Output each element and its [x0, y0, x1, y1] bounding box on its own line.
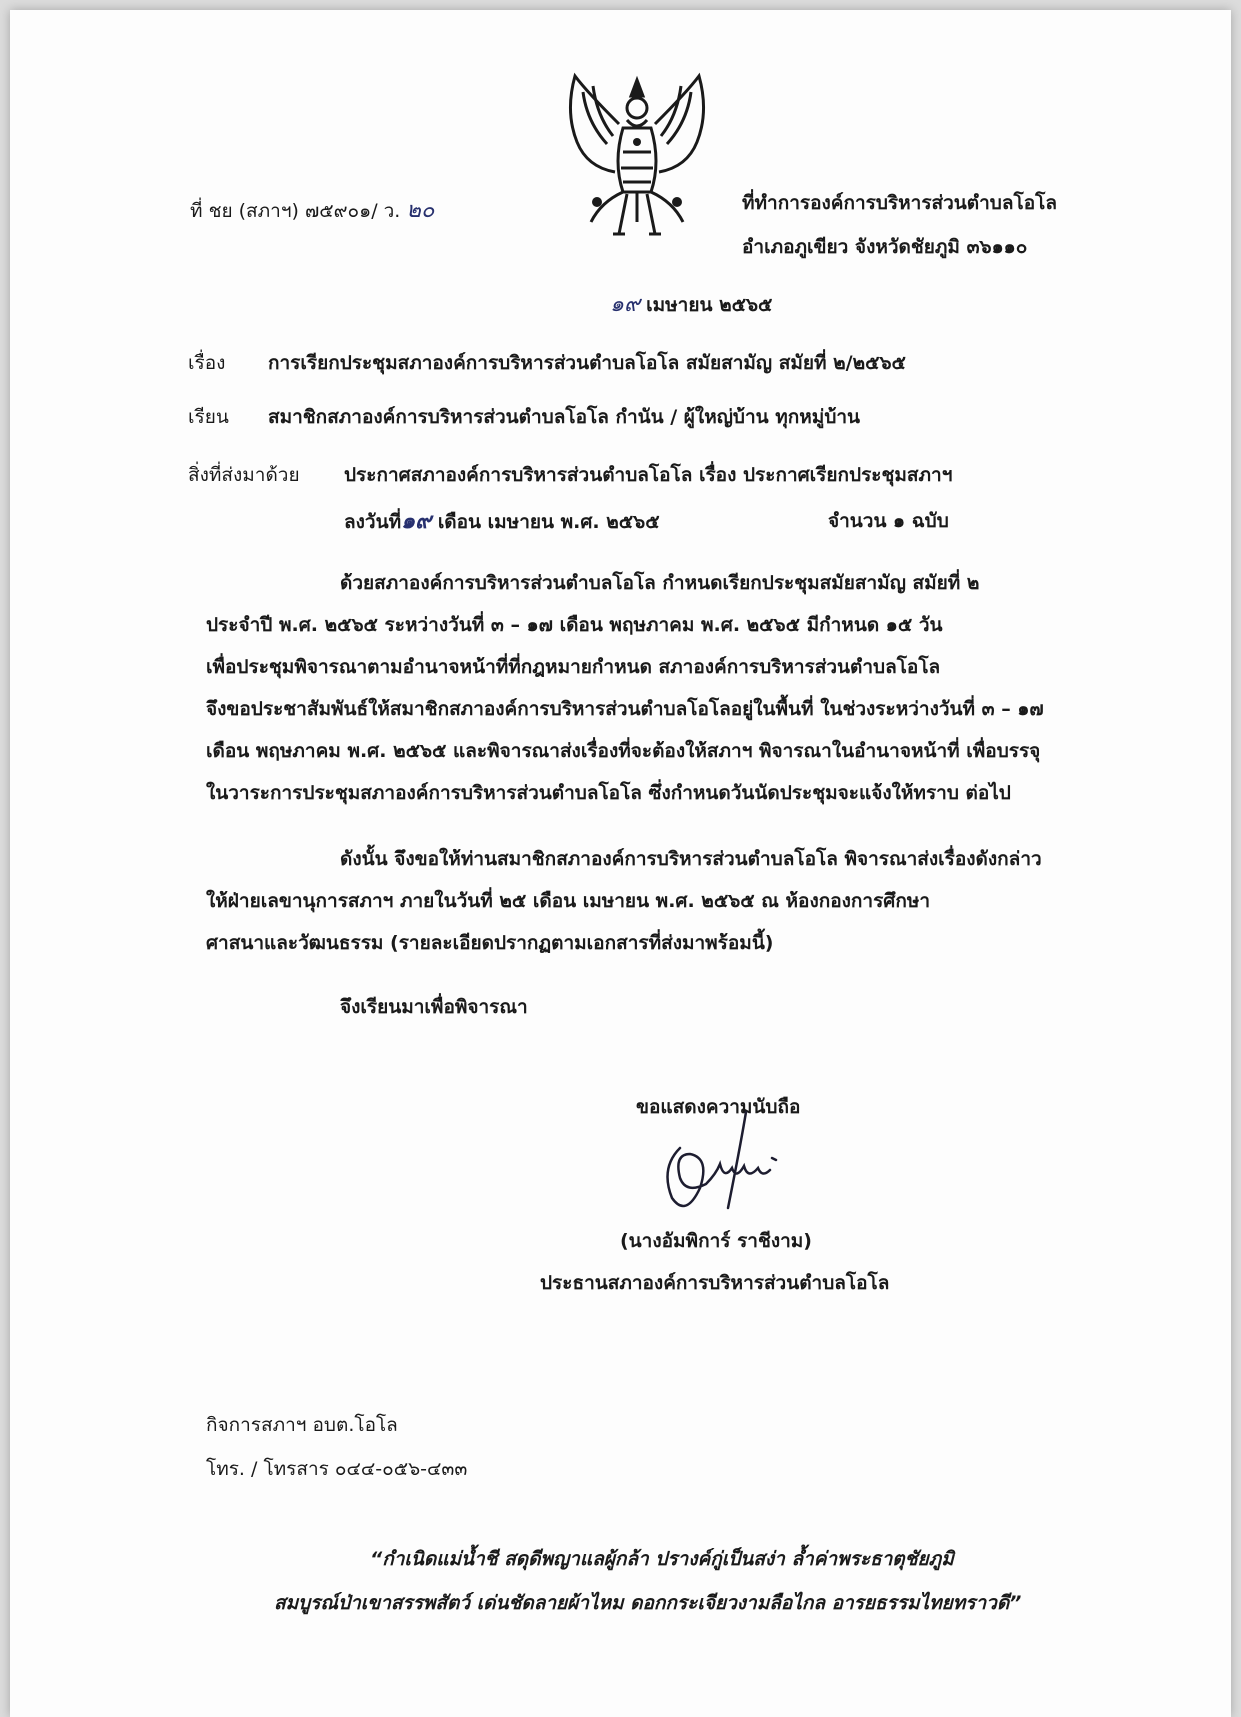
body-para1-line1: ด้วยสภาองค์การบริหารส่วนตำบลโอโล กำหนดเรียกประชุมสมัยสามัญ สมัยที่ ๒: [340, 572, 980, 594]
recipient-text: สมาชิกสภาองค์การบริหารส่วนตำบลโอโล กำนัน / ผู้ใหญ่บ้าน ทุกหมู่บ้าน: [268, 406, 861, 428]
motto-line2: สมบูรณ์ป่าเขาสรรพสัตว์ เด่นชัดลายผ้าไหม ดอกกระเจียวงามลือไกล อารยธรรมไทยทราวดี”: [274, 1592, 1022, 1614]
body-para1-line4: จึงขอประชาสัมพันธ์ให้สมาชิกสภาองค์การบริหารส่วนตำบลโอโลอยู่ในพื้นที่ ในช่วงระหว่างวันที่ ๓ – ๑๗: [206, 698, 1044, 720]
footer-department: กิจการสภาฯ อบต.โอโล: [206, 1414, 398, 1436]
enclosure-count: จำนวน ๑ ฉบับ: [828, 510, 949, 532]
closing-request: จึงเรียนมาเพื่อพิจารณา: [340, 996, 528, 1018]
body-para1-line2: ประจำปี พ.ศ. ๒๕๖๕ ระหว่างวันที่ ๓ – ๑๗ เดือน พฤษภาคม พ.ศ. ๒๕๖๕ มีกำหนด ๑๕ วัน: [206, 614, 943, 636]
enclosure-date-suffix: เดือน เมษายน พ.ศ. ๒๕๖๕: [437, 511, 660, 533]
office-address-line2: อำเภอภูเขียว จังหวัดชัยภูมิ ๓๖๑๑๐: [742, 236, 1028, 258]
recipient-label: เรียน: [188, 406, 229, 428]
body-para1-line5: เดือน พฤษภาคม พ.ศ. ๒๕๖๕ และพิจารณาส่งเรื่องที่จะต้องให้สภาฯ พิจารณาในอำนาจหน้าที่ เพื่อบรรจุ: [206, 740, 1041, 762]
body-para2-line3: ศาสนาและวัฒนธรรม (รายละเอียดปรากฏตามเอกสารที่ส่งมาพร้อมนี้): [206, 932, 774, 954]
reference-number-printed: ที่ ชย (สภาฯ) ๗๕๙๐๑/ ว.: [190, 200, 401, 222]
body-para1-line6: ในวาระการประชุมสภาองค์การบริหารส่วนตำบลโอโล ซึ่งกำหนดวันนัดประชุมจะแจ้งให้ทราบ ต่อไป: [206, 782, 1011, 804]
signatory-position: ประธานสภาองค์การบริหารส่วนตำบลโอโล: [540, 1272, 890, 1294]
body-para2-line1: ดังนั้น จึงขอให้ท่านสมาชิกสภาองค์การบริหารส่วนตำบลโอโล พิจารณาส่งเรื่องดังกล่าว: [340, 848, 1042, 870]
letter-date: [610, 292, 772, 318]
body-para1-line3: เพื่อประชุมพิจารณาตามอำนาจหน้าที่ที่กฎหมายกำหนด สภาองค์การบริหารส่วนตำบลโอโล: [206, 656, 941, 678]
enclosure-date-prefix: ลงวันที่: [344, 511, 402, 533]
date-month-year: เมษายน ๒๕๖๕: [646, 294, 773, 316]
garuda-emblem-icon: [557, 72, 717, 240]
footer-phone: โทร. / โทรสาร ๐๔๔-๐๕๖-๔๓๓: [206, 1458, 468, 1480]
signature: [650, 1108, 800, 1218]
subject-label: เรื่อง: [188, 352, 226, 374]
subject-text: การเรียกประชุมสภาองค์การบริหารส่วนตำบลโอโล สมัยสามัญ สมัยที่ ๒/๒๕๖๕: [268, 352, 906, 374]
enclosure-line2: [344, 508, 660, 535]
closing-salutation: ขอแสดงความนับถือ: [636, 1096, 801, 1118]
motto-line1: “กำเนิดแม่น้ำชี สดุดีพญาแลผู้กล้า ปรางค์กู่เป็นสง่า ล้ำค่าพระธาตุชัยภูมิ: [370, 1548, 954, 1570]
enclosure-label: สิ่งที่ส่งมาด้วย: [188, 464, 300, 486]
body-para2-line2: ให้ฝ่ายเลขานุการสภาฯ ภายในวันที่ ๒๕ เดือน เมษายน พ.ศ. ๒๕๖๕ ณ ห้องกองการศึกษา: [206, 890, 931, 912]
reference-number: [190, 198, 434, 224]
signatory-name: (นางอัมพิการ์ ราชีงาม): [620, 1230, 812, 1252]
enclosure-date-handwritten: ๑๙: [401, 508, 432, 534]
reference-number-handwritten: ๒๐: [406, 198, 435, 223]
date-day-handwritten: ๑๙: [610, 292, 641, 317]
enclosure-line1: ประกาศสภาองค์การบริหารส่วนตำบลโอโล เรื่อง ประกาศเรียกประชุมสภาฯ: [344, 464, 953, 486]
office-address-line1: ที่ทำการองค์การบริหารส่วนตำบลโอโล: [742, 192, 1057, 214]
letter-page: [10, 10, 1231, 1717]
